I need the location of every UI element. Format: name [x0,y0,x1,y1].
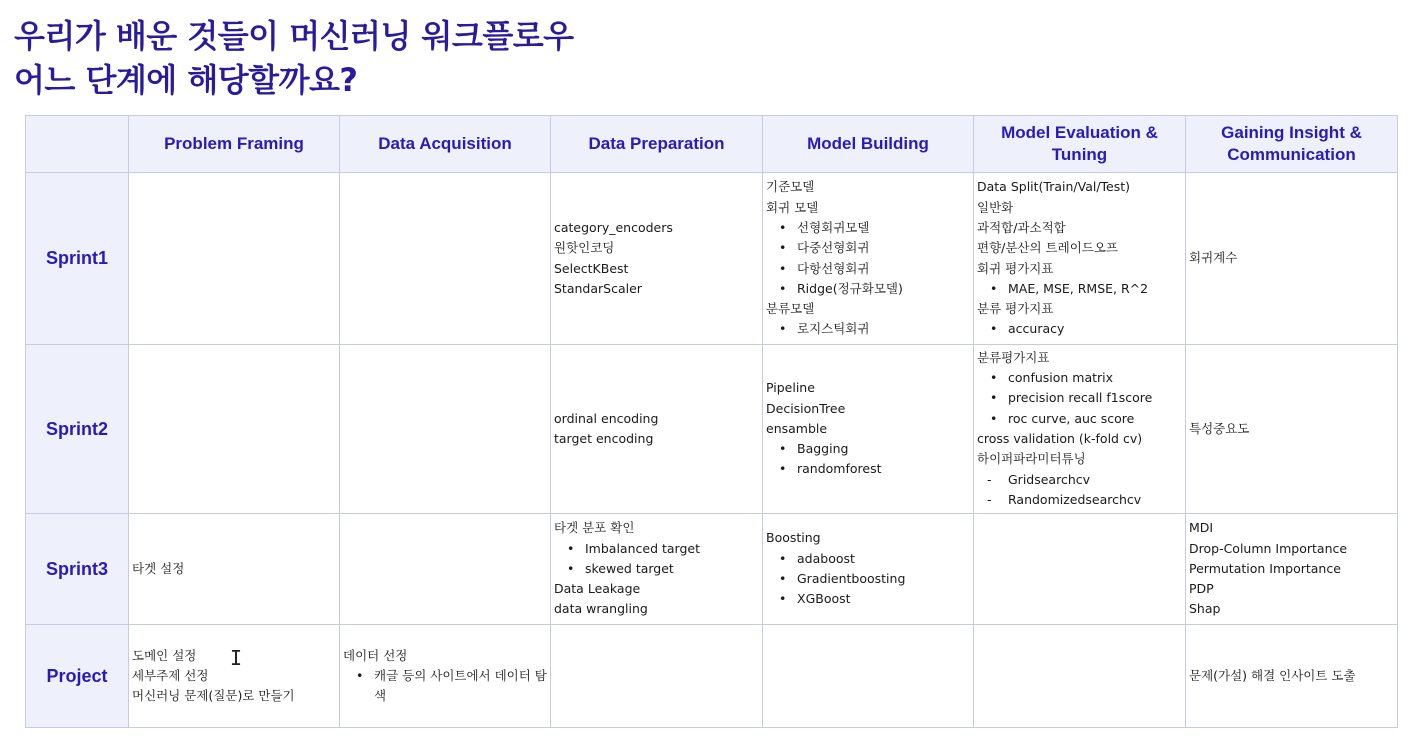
list-item: DecisionTree [766,400,846,416]
bullet-item: • 로지스틱회귀 [766,319,970,339]
list-item: ensamble [766,420,828,436]
list-item: 분류모델 [766,301,815,317]
table-row [26,345,1398,514]
cell-sprint3-model [763,514,974,625]
col-header-problem-framing: Problem Framing [129,116,340,173]
list-item: 편향/분산의 트레이드오프 [977,240,1119,256]
cell-sprint1-framing [129,173,340,345]
list-item: Pipeline [766,380,815,396]
table-row [26,625,1398,728]
page-title [14,14,574,102]
cell-sprint2-evaluation [974,345,1186,514]
list-item: Data Split(Train/Val/Test) [977,179,1131,195]
bullet-item: • XGBoost [766,589,970,609]
title-line-1: 우리가 배운 것들이 머신러닝 워크플로우 [14,17,574,55]
cell-project-model [763,625,974,728]
cell-sprint2-acquisition [340,345,551,514]
cell-sprint3-framing [129,514,340,625]
cell-sprint2-preparation [551,345,763,514]
list-item: Data Leakage [554,581,641,597]
list-item: 원핫인코딩 [554,240,615,256]
bullet-item: • roc curve, auc score [977,409,1182,429]
bullet-item: • skewed target [554,559,759,579]
list-item: Permutation Importance [1189,560,1341,576]
list-item: Drop-Column Importance [1189,540,1348,556]
corner-cell [26,116,129,173]
table-row [26,173,1398,345]
text-cursor-icon: 𝙸 [230,646,243,670]
list-item: ordinal encoding [554,410,659,426]
list-item: 분류평가지표 [977,349,1050,365]
dash-item: - Randomizedsearchcv [977,490,1182,510]
col-header-gaining-insight: Gaining Insight & Communication [1186,116,1398,173]
cell-sprint2-insight [1186,345,1398,514]
list-item: 도메인 설정 [132,647,197,663]
list-item: data wrangling [554,601,648,617]
row-label-project: Project [26,625,129,728]
bullet-item: • 캐글 등의 사이트에서 데이터 탐색 [343,666,547,707]
list-item: StandarScaler [554,280,642,296]
bullet-item: • precision recall f1score [977,388,1182,408]
bullet-item: • 다항선형회귀 [766,259,970,279]
list-item: cross validation (k-fold cv) [977,431,1143,446]
bullet-item: • Gradientboosting [766,569,970,589]
list-item: 일반화 [977,199,1014,215]
list-item: 특성중요도 [1189,420,1250,436]
cell-sprint1-preparation [551,173,763,345]
list-item: 하이퍼파라미터튜닝 [977,451,1086,467]
col-header-model-building: Model Building [763,116,974,173]
row-label-sprint3: Sprint3 [26,514,129,625]
list-item: 타겟 분포 확인 [554,520,635,536]
bullet-item: • Bagging [766,439,970,459]
list-item: 회귀계수 [1189,250,1238,266]
cell-project-preparation [551,625,763,728]
cell-sprint1-acquisition [340,173,551,345]
dash-item: - Gridsearchcv [977,470,1182,490]
list-item: 회귀 모델 [766,199,819,215]
table-row [26,514,1398,625]
title-line-2: 어느 단계에 해당할까요? [14,61,358,99]
col-header-data-preparation: Data Preparation [551,116,763,173]
cell-sprint1-model [763,173,974,345]
cell-project-insight [1186,625,1398,728]
bullet-item: • Imbalanced target [554,539,759,559]
bullet-item: • adaboost [766,549,970,569]
bullet-item: • 다중선형회귀 [766,238,970,258]
col-header-data-acquisition: Data Acquisition [340,116,551,173]
cell-sprint1-insight [1186,173,1398,345]
workflow-table [25,115,1398,728]
list-item: 회귀 평가지표 [977,260,1054,276]
bullet-item: • MAE, MSE, RMSE, R^2 [977,279,1182,299]
header-row [26,116,1398,173]
cell-sprint3-preparation [551,514,763,625]
bullet-item: • Ridge(정규화모델) [766,279,970,299]
bullet-item: • accuracy [977,319,1182,339]
cell-project-evaluation [974,625,1186,728]
cell-sprint2-framing [129,345,340,514]
row-label-sprint1: Sprint1 [26,173,129,345]
list-item: 머신러닝 문제(질문)로 만들기 [132,688,295,704]
list-item: 분류 평가지표 [977,301,1054,317]
list-item: 데이터 선정 [343,647,408,663]
cell-sprint3-acquisition [340,514,551,625]
list-item: Boosting [766,530,821,546]
list-item: 과적합/과소적합 [977,219,1066,235]
list-item: 문제(가설) 해결 인사이트 도출 [1189,667,1356,683]
list-item: category_encoders [554,219,673,235]
list-item: target encoding [554,431,654,446]
cell-project-framing [129,625,340,728]
cell-sprint3-insight [1186,514,1398,625]
bullet-item: • randomforest [766,459,970,479]
list-item: MDI [1189,520,1214,536]
list-item: 세부주제 선정 [132,667,209,683]
list-item: 기준모델 [766,179,815,195]
bullet-item: • confusion matrix [977,368,1182,388]
list-item: PDP [1189,581,1214,597]
cell-sprint2-model [763,345,974,514]
row-label-sprint2: Sprint2 [26,345,129,514]
list-item: 타겟 설정 [132,560,185,576]
list-item: Shap [1189,601,1221,617]
col-header-model-evaluation: Model Evaluation & Tuning [974,116,1186,173]
cell-project-acquisition [340,625,551,728]
list-item: SelectKBest [554,260,629,276]
cell-sprint1-evaluation [974,173,1186,345]
bullet-item: • 선형회귀모델 [766,218,970,238]
cell-sprint3-evaluation [974,514,1186,625]
